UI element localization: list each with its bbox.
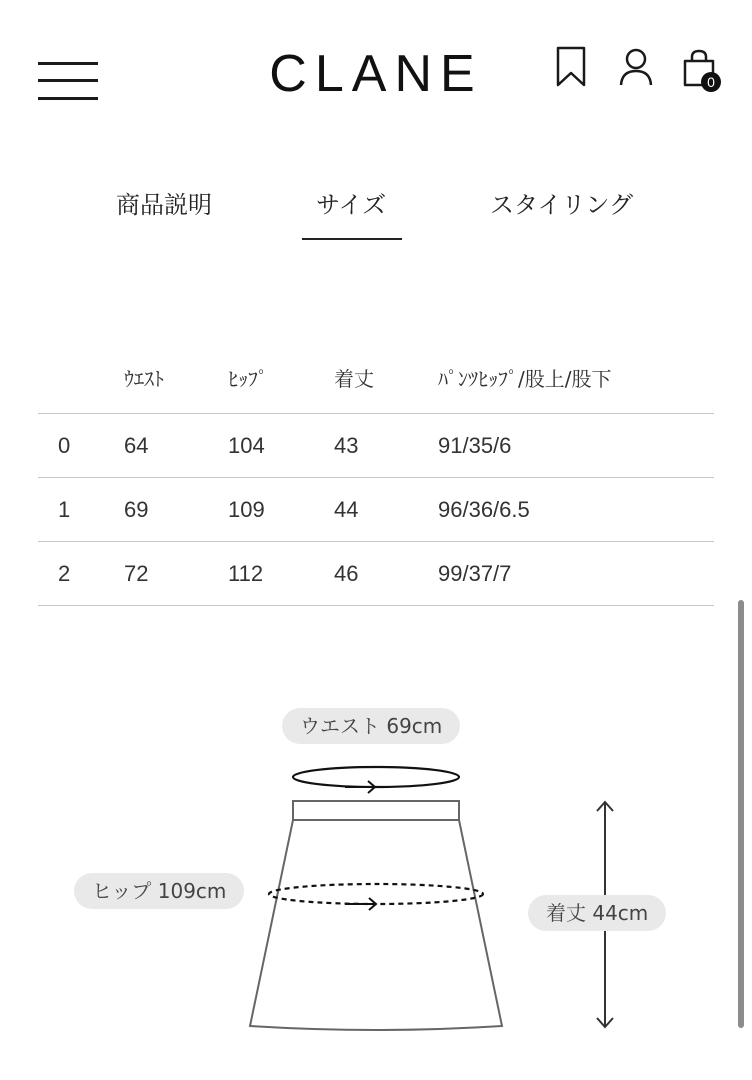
site-header <box>0 0 752 150</box>
length-measure-label: 着丈 44cm <box>528 895 666 931</box>
table-cell: 112 <box>228 561 264 586</box>
waist-measure-label: ウエスト 69cm <box>282 708 460 744</box>
product-tabs <box>0 185 752 245</box>
table-cell: 69 <box>124 497 149 522</box>
table-cell: 46 <box>334 561 359 586</box>
table-header-row <box>38 350 714 414</box>
table-cell: 44 <box>334 497 359 522</box>
table-cell: 2 <box>58 561 71 586</box>
skirt-measurement-diagram <box>0 690 752 1050</box>
table-row <box>38 542 714 606</box>
table-row <box>38 478 714 542</box>
page-scrollbar[interactable] <box>738 600 744 1028</box>
active-tab-indicator <box>302 238 402 240</box>
table-cell: 109 <box>228 497 265 522</box>
brand-logo: CLANE <box>269 45 483 103</box>
bookmark-icon[interactable] <box>556 46 586 92</box>
table-cell: 91/35/6 <box>438 433 512 458</box>
shopping-bag-icon[interactable] <box>682 48 716 94</box>
size-table <box>38 350 714 606</box>
column-header-length: 着丈 <box>334 367 374 391</box>
skirt-illustration <box>0 690 752 1050</box>
menu-icon[interactable] <box>38 60 98 102</box>
tab-size[interactable]: サイズ <box>316 191 387 219</box>
tab-styling[interactable]: スタイリング <box>490 191 634 219</box>
table-row <box>38 414 714 478</box>
column-header-pants: ﾊﾟﾝﾂﾋｯﾌﾟ/股上/股下 <box>438 367 612 391</box>
table-cell: 43 <box>334 433 359 458</box>
table-cell: 96/36/6.5 <box>438 497 530 522</box>
column-header-waist: ｳｴｽﾄ <box>124 367 164 391</box>
table-cell: 104 <box>228 433 265 458</box>
column-header-hip: ﾋｯﾌﾟ <box>228 367 268 391</box>
hip-measure-label: ヒップ 109cm <box>74 873 244 909</box>
table-cell: 72 <box>124 561 149 586</box>
table-cell: 64 <box>124 433 149 458</box>
table-cell: 1 <box>58 497 71 522</box>
tab-description[interactable]: 商品説明 <box>116 191 212 219</box>
table-cell: 0 <box>58 433 71 458</box>
user-icon[interactable] <box>618 46 654 92</box>
cart-count-badge: 0 <box>701 72 721 92</box>
table-cell: 99/37/7 <box>438 561 512 586</box>
